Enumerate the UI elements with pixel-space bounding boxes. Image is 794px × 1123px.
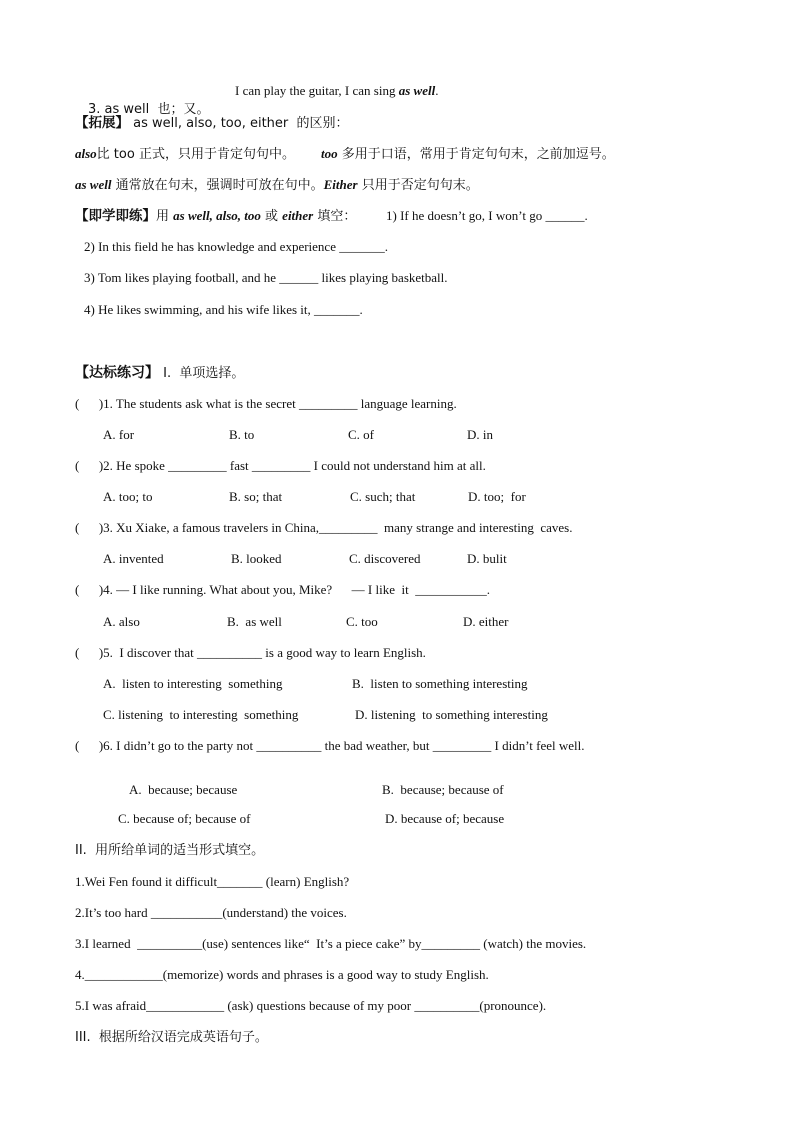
q4-option-d: D. either <box>463 614 509 629</box>
exercise-title <box>75 364 244 383</box>
q6-option-b: B. because; because of <box>382 782 504 797</box>
fill-item-3: 3.I learned __________(use) sentences like“ It’s a piece cake” by_________ (watch) the movies. <box>75 936 587 951</box>
q1-option-c: C. of <box>348 427 374 442</box>
rule1-em1: also <box>75 146 97 161</box>
practice-t2: 或 <box>260 209 283 224</box>
rule2-text2: 只用于否定句句末。 <box>357 178 479 193</box>
rule2-em2: Either <box>323 177 358 192</box>
question-2-stem: ( )2. He spoke _________ fast _________ I could not understand him at all. <box>75 458 486 473</box>
q4-option-a: A. also <box>103 614 140 629</box>
q2-option-d: D. too; for <box>468 489 526 504</box>
fill-item-1: 1.Wei Fen found it difficult_______ (learn) English? <box>75 874 350 889</box>
practice-em1: as well, also, too <box>173 208 261 223</box>
exercise-title-bracket: 【达标练习】 <box>75 365 159 381</box>
extension-text: as well, also, too, either 的区别： <box>129 116 349 131</box>
practice-t3: 填空： <box>313 209 357 224</box>
extension-line <box>75 114 349 133</box>
part3-title: III. 根据所给汉语完成英语句子。 <box>75 1030 268 1045</box>
q5-option-b: B. listen to something interesting <box>352 676 528 691</box>
practice-bracket: 【即学即练】 <box>75 208 156 224</box>
fill-item-5: 5.I was afraid____________ (ask) questions because of my poor __________(pronounce). <box>75 998 547 1013</box>
question-4-stem: ( )4. — I like running. What about you, Mike? — I like it ___________. <box>75 582 490 597</box>
question-6-stem: ( )6. I didn’t go to the party not __________ the bad weather, but _________ I didn’t feel well. <box>75 738 585 753</box>
q5-option-a: A. listen to interesting something <box>103 676 283 691</box>
q1-option-b: B. to <box>229 427 255 442</box>
rule1-text2: 多用于口语，常用于肯定句句末，之前加逗号。 <box>337 147 615 162</box>
question-5-stem: ( )5. I discover that __________ is a good way to learn English. <box>75 645 426 660</box>
q1-option-d: D. in <box>467 427 493 442</box>
q4-option-c: C. too <box>346 614 378 629</box>
rule2-text1: 通常放在句末，强调时可放在句中。 <box>111 178 324 193</box>
item3-head: 3. as well 也；又。 <box>88 102 210 117</box>
item3-example-text: I can play the guitar, I can sing <box>235 83 399 98</box>
q6-option-c: C. because of; because of <box>118 811 251 826</box>
q4-option-b: B. as well <box>227 614 282 629</box>
q1-option-a: A. for <box>103 427 135 442</box>
question-3-stem: ( )3. Xu Xiake, a famous travelers in China,_________ many strange and interesting caves. <box>75 520 573 535</box>
q3-option-c: C. discovered <box>349 551 421 566</box>
rule1-em2: too <box>320 146 338 161</box>
part1-title: I. 单项选择。 <box>159 366 245 381</box>
practice-t1: 用 <box>156 209 174 224</box>
rule1-text1: 比 too 正式，只用于肯定句句中。 <box>96 147 295 162</box>
practice-q4: 4) He likes swimming, and his wife likes it, _______. <box>84 302 363 317</box>
rule2-em1: as well <box>75 177 112 192</box>
q3-option-a: A. invented <box>103 551 164 566</box>
practice-line <box>75 207 356 226</box>
q5-option-c: C. listening to interesting something <box>103 707 299 722</box>
item3-example <box>235 82 438 100</box>
item3-example-em: as well <box>398 83 436 98</box>
practice-q3: 3) Tom likes playing football, and he ______ likes playing basketball. <box>84 270 448 285</box>
q2-option-c: C. such; that <box>350 489 416 504</box>
fill-item-4: 4.____________(memorize) words and phrases is a good way to study English. <box>75 967 489 982</box>
q3-option-d: D. bulit <box>467 551 507 566</box>
practice-em2: either <box>282 208 314 223</box>
practice-q2: 2) In this field he has knowledge and experience _______. <box>84 239 388 254</box>
q5-option-d: D. listening to something interesting <box>355 707 548 722</box>
part2-title: II. 用所给单词的适当形式填空。 <box>75 843 265 858</box>
q2-option-b: B. so; that <box>229 489 283 504</box>
extension-bracket: 【拓展】 <box>75 115 129 131</box>
rule1-line <box>75 145 615 164</box>
q3-option-b: B. looked <box>231 551 282 566</box>
q2-option-a: A. too; to <box>103 489 153 504</box>
question-1-stem: ( )1. The students ask what is the secret _________ language learning. <box>75 396 457 411</box>
q6-option-d: D. because of; because <box>385 811 505 826</box>
fill-item-2: 2.It’s too hard ___________(understand) the voices. <box>75 905 347 920</box>
practice-q1: 1) If he doesn’t go, I won’t go ______. <box>386 208 588 223</box>
rule2-line <box>75 176 479 195</box>
q6-option-a: A. because; because <box>129 782 238 797</box>
item3-example-end: . <box>435 83 439 98</box>
